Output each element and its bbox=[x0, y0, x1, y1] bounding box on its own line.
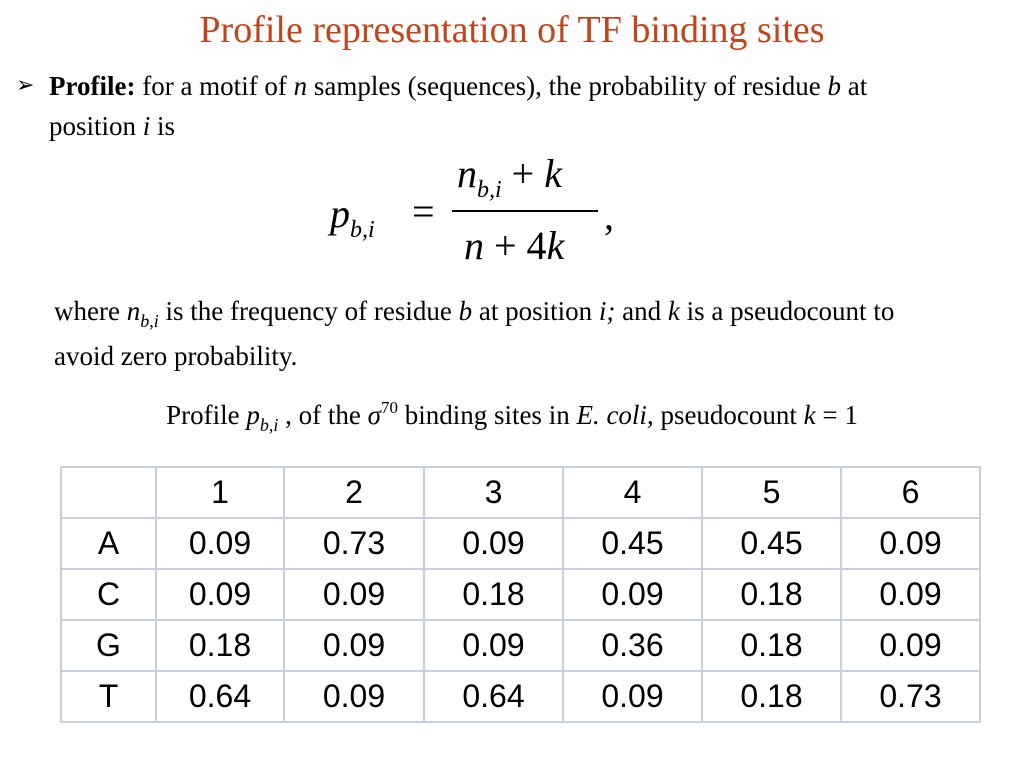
definition-text-2: samples (sequences), the probability of residue bbox=[307, 71, 828, 101]
table-row bbox=[61, 671, 980, 722]
caption-var-p: p bbox=[246, 400, 260, 430]
table-row bbox=[61, 518, 980, 569]
table-row bbox=[61, 620, 980, 671]
table-cell: 0.18 bbox=[702, 671, 841, 722]
table-cell: 0.09 bbox=[284, 569, 424, 620]
where-var-b: b bbox=[458, 296, 473, 326]
profile-definition-text bbox=[49, 66, 956, 146]
fraction-bar bbox=[452, 210, 598, 212]
definition-text-3: at position bbox=[49, 71, 868, 141]
definition-text-1: for a motif of bbox=[135, 71, 294, 101]
formula-denominator bbox=[464, 222, 564, 269]
formula-equals: = bbox=[412, 189, 435, 234]
table-cell: 0.09 bbox=[424, 518, 563, 569]
table-cell: 0.18 bbox=[702, 569, 841, 620]
table-cell: 0.09 bbox=[841, 620, 980, 671]
caption-species: E. coli, bbox=[576, 400, 654, 430]
denominator-plus-four: + 4 bbox=[484, 223, 547, 268]
var-b: b bbox=[827, 71, 842, 101]
table-header-cell: 4 bbox=[563, 467, 702, 518]
var-n: n bbox=[293, 71, 308, 101]
table-header-cell: 2 bbox=[284, 467, 424, 518]
formula-p: p bbox=[330, 191, 350, 236]
where-subscript: b,i bbox=[140, 311, 159, 331]
table-cell: 0.09 bbox=[563, 569, 702, 620]
slide-title: Profile representation of TF binding sites bbox=[199, 9, 825, 51]
formula-comma: , bbox=[604, 193, 614, 238]
table-header-cell: 3 bbox=[424, 467, 563, 518]
row-label-cell: T bbox=[61, 671, 156, 722]
where-text-1: where bbox=[54, 296, 127, 326]
table-cell: 0.73 bbox=[284, 518, 424, 569]
table-row bbox=[61, 569, 980, 620]
definition-text-4: is bbox=[150, 111, 176, 141]
table-cell: 0.09 bbox=[841, 569, 980, 620]
where-var-n: n bbox=[126, 296, 141, 326]
formula-explanation bbox=[54, 290, 954, 377]
where-var-i: i; bbox=[598, 296, 616, 326]
table-header-cell: 1 bbox=[156, 467, 284, 518]
table-cell: 0.09 bbox=[156, 569, 284, 620]
numerator-n: n bbox=[457, 151, 477, 196]
table-cell: 0.45 bbox=[563, 518, 702, 569]
caption-text-2: , of the bbox=[278, 400, 368, 430]
table-cell: 0.09 bbox=[563, 671, 702, 722]
row-label-cell: A bbox=[61, 518, 156, 569]
formula-lhs bbox=[330, 190, 375, 243]
caption-var-k: k bbox=[803, 400, 816, 430]
formula-numerator bbox=[457, 150, 562, 203]
table-caption bbox=[0, 398, 1024, 435]
table-cell: 0.45 bbox=[702, 518, 841, 569]
caption-text-4: pseudocount bbox=[653, 400, 804, 430]
table-cell: 0.18 bbox=[424, 569, 563, 620]
profile-definition bbox=[16, 66, 956, 146]
where-text-2: is the frequency of residue bbox=[158, 296, 459, 326]
caption-text-1: Profile bbox=[166, 400, 247, 430]
table-cell: 0.09 bbox=[841, 518, 980, 569]
table-cell: 0.09 bbox=[424, 620, 563, 671]
arrow-bullet-icon: ➢ bbox=[16, 73, 35, 98]
caption-text-5: = 1 bbox=[815, 400, 858, 430]
var-i: i bbox=[142, 111, 151, 141]
profile-label: Profile: bbox=[49, 71, 136, 101]
formula-p-subscript: b,i bbox=[350, 217, 375, 243]
table-cell: 0.09 bbox=[284, 671, 424, 722]
table-cell: 0.09 bbox=[156, 518, 284, 569]
where-text-5: is a pseudocount to avoid zero probability. bbox=[54, 296, 895, 371]
caption-superscript: 70 bbox=[380, 398, 398, 417]
table-header-cell bbox=[61, 467, 156, 518]
profile-table bbox=[60, 466, 981, 723]
caption-sigma: σ bbox=[367, 400, 381, 430]
numerator-subscript: b,i bbox=[477, 177, 502, 203]
table-cell: 0.18 bbox=[702, 620, 841, 671]
table-cell: 0.36 bbox=[563, 620, 702, 671]
table-cell: 0.09 bbox=[284, 620, 424, 671]
row-label-cell: G bbox=[61, 620, 156, 671]
table-header-cell: 5 bbox=[702, 467, 841, 518]
denominator-k: k bbox=[546, 223, 565, 268]
table-cell: 0.73 bbox=[841, 671, 980, 722]
numerator-k: k bbox=[544, 151, 562, 196]
caption-subscript: b,i bbox=[259, 415, 279, 435]
table-cell: 0.64 bbox=[424, 671, 563, 722]
where-text-4: and bbox=[615, 296, 668, 326]
numerator-plus: + bbox=[501, 151, 545, 196]
table-cell: 0.18 bbox=[156, 620, 284, 671]
table-header-cell: 6 bbox=[841, 467, 980, 518]
caption-text-3: binding sites in bbox=[397, 400, 577, 430]
denominator-n: n bbox=[464, 223, 484, 268]
where-text-3: at position bbox=[472, 296, 599, 326]
table-header-row bbox=[61, 467, 980, 518]
where-var-k: k bbox=[667, 296, 680, 326]
row-label-cell: C bbox=[61, 569, 156, 620]
table-cell: 0.64 bbox=[156, 671, 284, 722]
profile-formula bbox=[330, 150, 630, 280]
